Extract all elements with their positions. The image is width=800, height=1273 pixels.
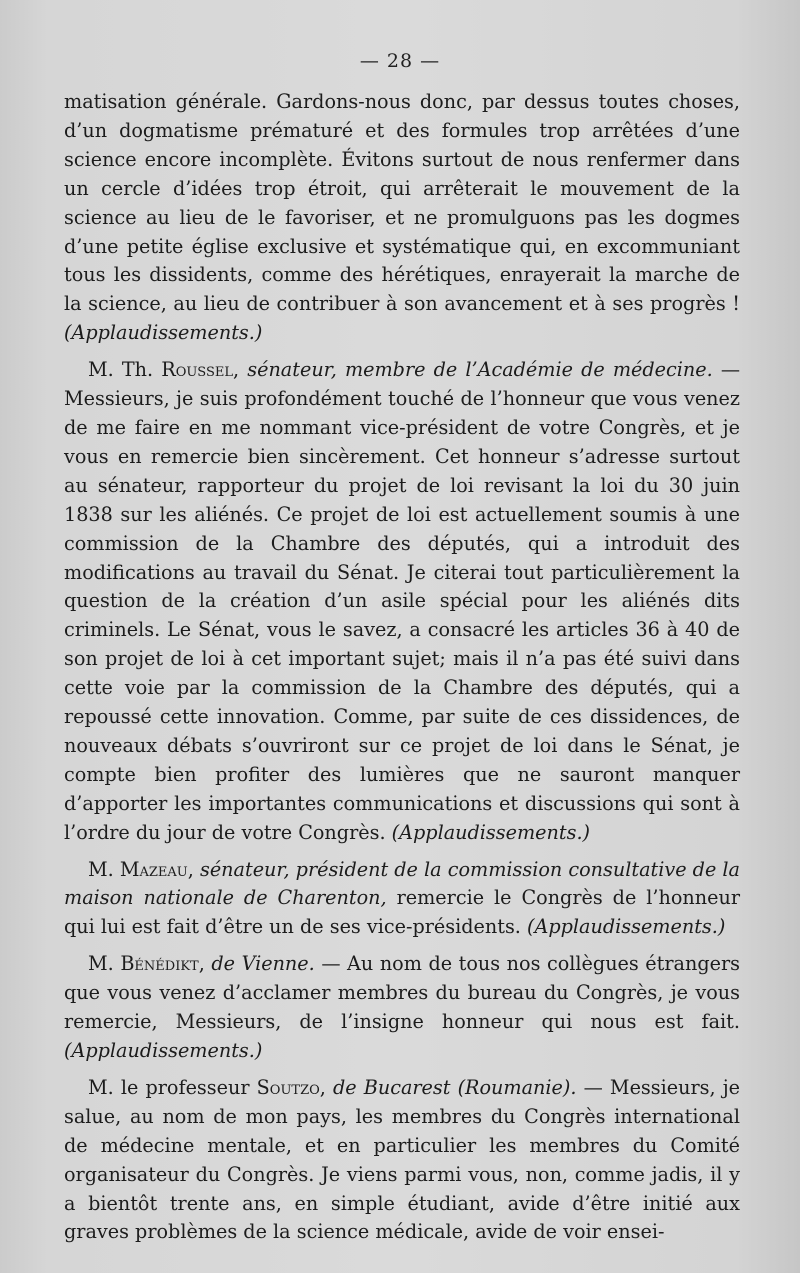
paragraph-text: matisation générale. Gardons-nous donc, par dessus toutes choses, d’un dogmatisme prématuré et des formules trop arrêtées d’une science encore incomplète. Évitons surtout de nous renfermer dans un cercle d’idées trop étroit, qui arrêterait le mouvement de la science au lieu de le favoriser, et ne promulguons pas les dogmes d’une petite église exclusive et systématique qui, en excommuniant tous les dissidents, comme des hérétiques, enrayerait la marche de la science, au lieu de contribuer à son avancement et à ses progrès !: [64, 90, 740, 316]
speaker-title: de Vienne.: [211, 952, 315, 976]
speaker-title: de Bucarest (Roumanie).: [332, 1075, 577, 1099]
speaker-prefix: M.: [88, 857, 114, 881]
paragraph-text: — Au nom de tous nos collègues étrangers que vous venez d’acclamer membres du bureau du Congrès, je vous remercie, Messieurs, de l’insigne honneur qui nous est fait.: [64, 952, 740, 1034]
paragraph-text: — Messieurs, je salue, au nom de mon pays, les membres du Congrès international de médecine mentale, et en particulier les membres du Comité organisateur du Congrès. Je viens parmi vous, non, comme jadis, il y a bientôt trente ans, en simple étudiant, avide d’être initié aux graves problèmes de la science médicale, avide de voir ensei-: [64, 1075, 741, 1244]
paragraph-text: — Messieurs, je suis profondément touché de l’honneur que vous venez de me faire en me nommant vice-président de votre Congrès, et je vous en remercie bien sincèrement. Cet honneur s’adresse surtout au sénateur, rapporteur du projet de loi revisant la loi du 30 juin 1838 sur les aliénés. Ce projet de loi est actuellement soumis à une commission de la Chambre des députés, qui a introduit des modifications au travail du Sénat. Je citerai tout particulièrement la question de la création d’un asile spécial pour les aliénés dits criminels. Le Sénat, vous le savez, a consacré les articles 36 à 40 de son projet de loi à cet important sujet; mais il n’a pas été suivi dans cette voie par la commission de la Chambre des députés, qui a repoussé cette innovation. Comme, par suite de ces dissidences, de nouveaux débats s’ouvriront sur ce projet de loi dans le Sénat, je compte bien profiter des lumières que ne sauront manquer d’apporter les importantes communications et discussions qui sont à l’ordre du jour de votre Congrès.: [64, 358, 741, 844]
speaker-name: Mazeau: [119, 857, 188, 881]
applause-note: (Applaudissements.): [391, 820, 591, 844]
speaker-name: Soutzo: [256, 1075, 320, 1099]
paragraph-mazeau: M. Mazeau, sénateur, président de la commission consultative de la maison nationale de Charenton, remercie le Congrès de l’honneur qui lui est fait d’être un de ses vice-présidents. (Applaudissements.): [64, 857, 741, 939]
applause-note: (Applaudissements.): [527, 915, 726, 939]
speaker-prefix: M. Th.: [88, 358, 154, 382]
paragraph-roussel: M. Th. Roussel, sénateur, membre de l’Académie de médecine. — Messieurs, je suis profondément touché de l’honneur que vous venez de me faire en me nommant vice-président de votre Congrès, et je vous en remercie bien sincèrement. Cet honneur s’adresse surtout au sénateur, rapporteur du projet de loi revisant la loi du 30 juin 1838 sur les aliénés. Ce projet de loi est actuellement soumis à une commission de la Chambre des députés, qui a introduit des modifications au travail du Sénat. Je citerai tout particulièrement la question de la création d’un asile spécial pour les aliénés dits criminels. Le Sénat, vous le savez, a consacré les articles 36 à 40 de son projet de loi à cet important sujet; mais il n’a pas été suivi dans cette voie par la commission de la Chambre des députés, qui a repoussé cette innovation. Comme, par suite de ces dissidences, de nouveaux débats s’ouvriront sur ce projet de loi dans le Sénat, je compte bien profiter des lumières que ne sauront manquer d’apporter les importantes communications et discussions qui sont à l’ordre du jour de votre Congrès. (Applaudissements.): [64, 358, 741, 844]
paragraph-soutzo: M. le professeur Soutzo, de Bucarest (Roumanie). — Messieurs, je salue, au nom de mon pays, les membres du Congrès international de médecine mentale, et en particulier les membres du Comité organisateur du Congrès. Je viens parmi vous, non, comme jadis, il y a bientôt trente ans, en simple étudiant, avide d’être initié aux graves problèmes de la science médicale, avide de voir ensei-: [64, 1075, 741, 1244]
speaker-name: Bénédikt: [120, 952, 199, 976]
paragraph-continuation: [64, 88, 740, 348]
speaker-name: Roussel: [161, 358, 234, 382]
applause-note: (Applaudissements.): [64, 321, 263, 345]
paragraph-benedikt: M. Bénédikt, de Vienne. — Au nom de tous nos collègues étrangers que vous venez d’acclamer membres du bureau du Congrès, je vous remercie, Messieurs, de l’insigne honneur qui nous est fait. (Applaudissements.): [64, 952, 740, 1062]
speaker-title: sénateur, membre de l’Académie de médecine.: [247, 358, 713, 382]
paragraph-text: remercie le Congrès de l’honneur qui lui est fait d’être un de ses vice-présidents.: [64, 886, 741, 939]
speaker-title: sénateur, président de la commission consultative de la maison nationale de Charenton,: [64, 857, 740, 910]
body-text: [64, 88, 740, 1255]
page-number: — 28 —: [359, 50, 441, 72]
applause-note: (Applaudissements.): [64, 1039, 263, 1062]
speaker-prefix: M. le professeur: [88, 1075, 250, 1099]
speaker-prefix: M.: [88, 952, 114, 976]
